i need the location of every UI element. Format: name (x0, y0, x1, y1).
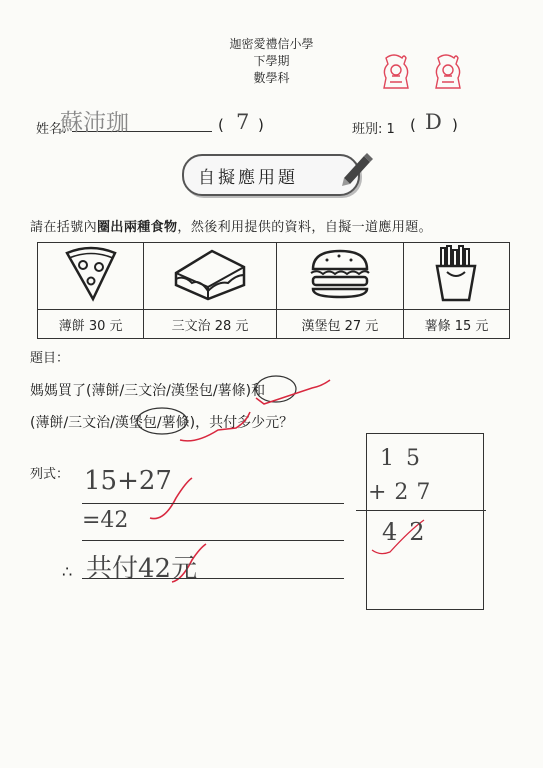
burger-icon (305, 245, 375, 303)
class-value: D (425, 110, 442, 134)
stamp-icon (384, 55, 408, 88)
student-name: 蘇沛珈 (60, 110, 129, 136)
teacher-stamps (380, 50, 480, 94)
food-name: 三文治 28 元 (144, 310, 276, 339)
working-line-3 (82, 578, 344, 579)
number-open: ( (218, 116, 224, 134)
food-name: 漢堡包 27 元 (276, 310, 403, 339)
class-close: ) (452, 116, 458, 134)
vertical-row-1: 15 (380, 446, 432, 471)
pencil-icon (338, 150, 376, 188)
stamp-icon (436, 55, 460, 88)
question-label: 題目： (30, 351, 70, 366)
instruction (30, 216, 432, 235)
vertical-row-2: +27 (368, 480, 439, 505)
food-cell (144, 243, 276, 310)
worksheet-title: 自擬應用題 (198, 168, 298, 188)
instruction-text: 請在括號內 (30, 220, 98, 235)
food-cell (403, 243, 509, 310)
school-name: 迦密愛禮信小學 (229, 37, 314, 51)
food-name: 薄餅 30 元 (38, 310, 144, 339)
sum-line (356, 510, 486, 511)
subject-label: 數學科 (253, 71, 290, 85)
student-number: 7 (236, 110, 250, 134)
number-close: ) (258, 116, 264, 134)
question-line-1: 媽媽買了(薄餅/三文治/漢堡包/薯條)和 (30, 383, 266, 399)
sandwich-icon (170, 245, 250, 303)
check-mark-icon (256, 380, 330, 404)
pizza-icon (59, 245, 123, 303)
final-answer: 共付42元 (86, 554, 198, 584)
term-label: 下學期 (253, 54, 290, 68)
working-line-1 (82, 503, 344, 504)
therefore-symbol: ∴ (62, 562, 73, 581)
vertical-sum: 42 (382, 518, 437, 546)
food-cell (38, 243, 144, 310)
working-line-2 (82, 540, 344, 541)
class-open: ( (410, 116, 416, 134)
instruction-text: ，然後利用提供的資料，自擬一道應用題。 (177, 220, 433, 235)
fries-icon (431, 244, 481, 304)
working-result: =42 (82, 508, 129, 533)
question-line-2: (薄餅/三文治/漢堡包/薯條)，共付多少元？ (30, 415, 294, 431)
working-expression: 15+27 (84, 466, 172, 496)
working-label: 列式： (30, 467, 70, 482)
food-table (37, 242, 510, 339)
name-label: 姓名: (36, 122, 67, 137)
food-name: 薯條 15 元 (403, 310, 509, 339)
food-cell (276, 243, 403, 310)
instruction-bold: 圈出兩種食物 (97, 220, 178, 235)
class-label: 班別: 1 (352, 122, 395, 137)
